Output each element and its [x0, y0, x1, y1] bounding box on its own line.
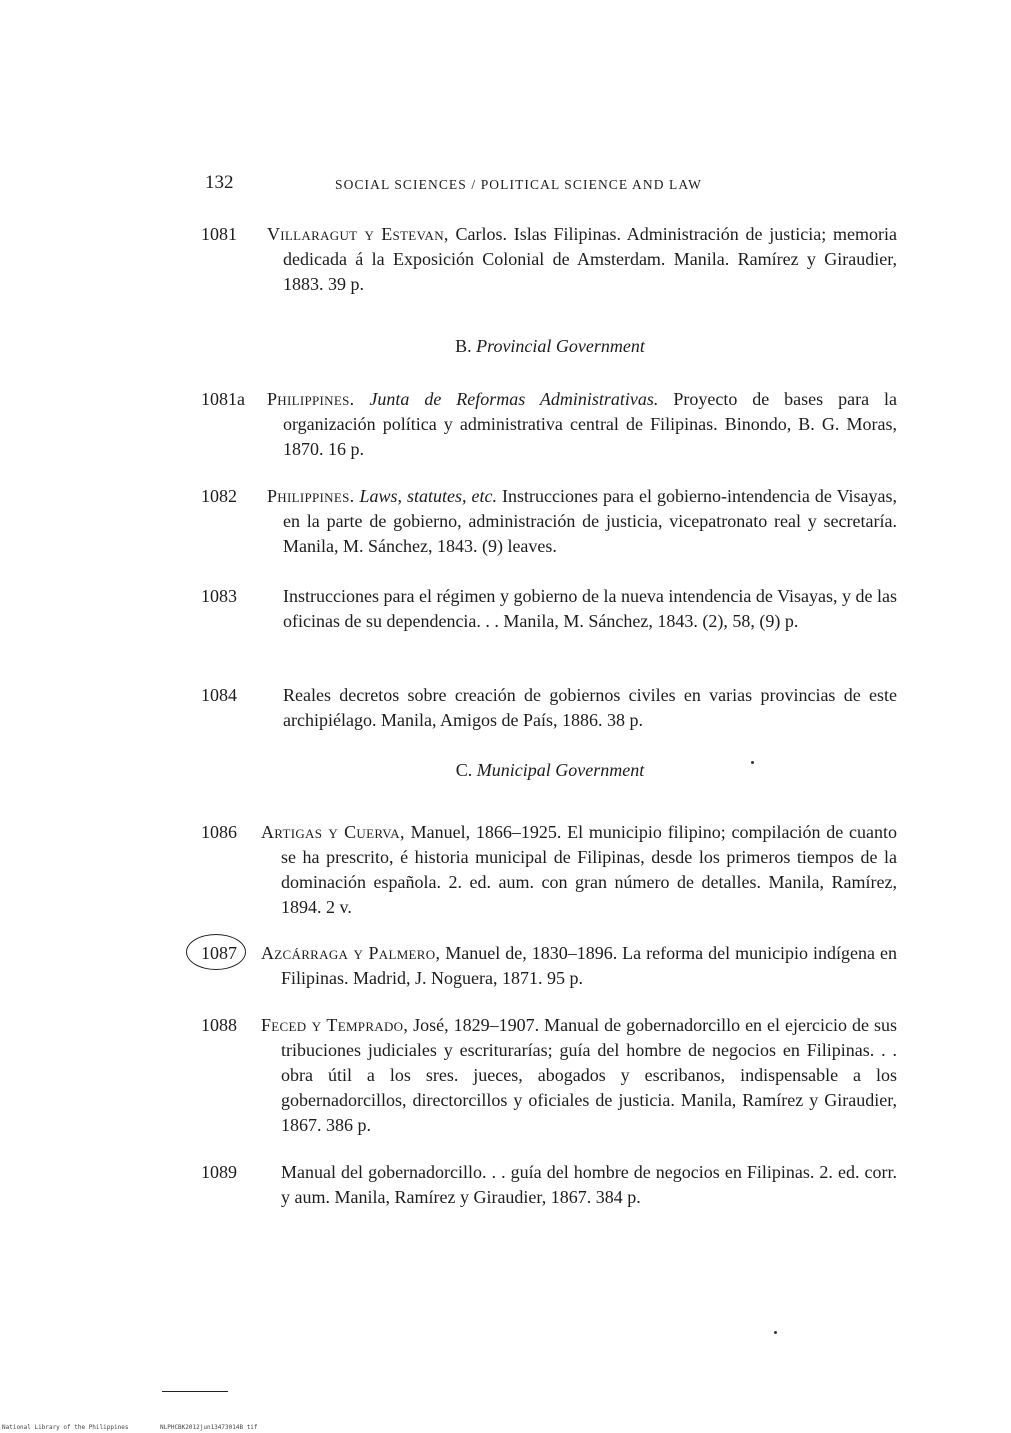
- entry-text: Instrucciones para el régimen y gobierno de la nueva intendencia de Visayas, y de las oficinas de su dependencia. . . Manila, M. Sánchez, 1843. (2), 58, (9) p.: [283, 586, 897, 631]
- entry-text: Carlos. Islas Filipinas. Administración de justicia; memoria dedicada á la Exposición Colonial de Amsterdam. Manila. Ramírez y Giraudier, 1883. 39 p.: [283, 224, 897, 294]
- entry-1083: [201, 584, 897, 634]
- entry-number: 1088: [201, 1015, 237, 1035]
- entry-number: 1083: [201, 586, 237, 606]
- running-head: SOCIAL SCIENCES / POLITICAL SCIENCE AND LAW: [335, 177, 702, 192]
- entry-1082: [201, 484, 897, 559]
- entry-text: Manual del gobernadorcillo. . . guía del hombre de negocios en Filipinas. 2. ed. corr. y aum. Manila, Ramírez y Giraudier, 1867. 384 p.: [281, 1162, 897, 1207]
- entry-1084: [201, 683, 897, 733]
- entry-text: Proyecto de bases para la organización política y administrativa central de Filipinas. Binondo, B. G. Moras, 1870. 16 p.: [283, 389, 898, 459]
- entry-number: 1087: [201, 943, 237, 963]
- entry-1087: [201, 941, 897, 991]
- section-letter: C.: [455, 760, 473, 780]
- entry-author: Philippines.: [267, 486, 355, 506]
- section-title: Municipal Government: [476, 760, 645, 780]
- entry-text: Instrucciones para el gobierno-intendencia de Visayas, en la parte de gobierno, administración de justicia, vicepatronato real y secretaría. Manila, M. Sánchez, 1843. (9) leaves.: [283, 486, 897, 556]
- entry-series: Junta de Reformas Administrativas.: [369, 389, 659, 409]
- entry-text: Reales decretos sobre creación de gobiernos civiles en varias provincias de este archipiélago. Manila, Amigos de País, 1886. 38 p.: [283, 685, 897, 730]
- entry-1089: [201, 1160, 897, 1210]
- entry-series: Laws, statutes, etc.: [359, 486, 497, 506]
- footer-credit-left: National Library of the Philippines: [2, 1424, 129, 1431]
- entry-author: Azcárraga y Palmero,: [261, 943, 441, 963]
- entry-number: 1089: [201, 1162, 237, 1182]
- footer-rule: [162, 1391, 228, 1392]
- entry-author: Philippines.: [267, 389, 355, 409]
- page-header: [205, 172, 905, 200]
- entry-author: Artigas y Cuerva,: [261, 822, 405, 842]
- section-heading-provincial: [200, 336, 900, 357]
- section-heading-municipal: [200, 760, 900, 781]
- section-letter: B.: [455, 336, 472, 356]
- entry-number: 1081: [201, 224, 237, 244]
- scan-speck: [774, 1331, 777, 1334]
- entry-1088: [201, 1013, 897, 1138]
- entry-text: José, 1829–1907. Manual de gobernadorcillo en el ejercicio de sus tribuciones judiciales y escriturarías; guía del hombre de negocios en Filipinas. . . obra útil a los sres. jueces, abogados y escribanos, indispensable a los gobernadorcillos, directorcillos y oficiales de justicia. Manila, Ramírez y Giraudier, 1867. 386 p.: [281, 1015, 897, 1135]
- entry-1081: [201, 222, 897, 297]
- section-title: Provincial Government: [476, 336, 645, 356]
- footer-credit-right: NLPHCBK2012jun13473014B tif: [160, 1424, 258, 1431]
- scan-speck: [751, 761, 754, 764]
- entry-number: 1086: [201, 822, 237, 842]
- entry-author: Feced y Temprado,: [261, 1015, 409, 1035]
- entry-1086: [201, 820, 897, 920]
- entry-number: 1082: [201, 486, 237, 506]
- entry-number: 1084: [201, 685, 237, 705]
- entry-text: Manuel de, 1830–1896. La reforma del municipio indígena en Filipinas. Madrid, J. Noguera, 1871. 95 p.: [281, 943, 897, 988]
- entry-author: Villaragut y Estevan,: [267, 224, 449, 244]
- entry-number: 1081a: [201, 389, 245, 409]
- entry-1081a: [201, 387, 897, 462]
- entry-text: Manuel, 1866–1925. El municipio filipino; compilación de cuanto se ha prescrito, é historia municipal de Filipinas, desde los primeros tiempos de la dominación española. 2. ed. aum. con gran número de detalles. Manila, Ramírez, 1894. 2 v.: [281, 822, 897, 917]
- page-number: 132: [205, 172, 234, 193]
